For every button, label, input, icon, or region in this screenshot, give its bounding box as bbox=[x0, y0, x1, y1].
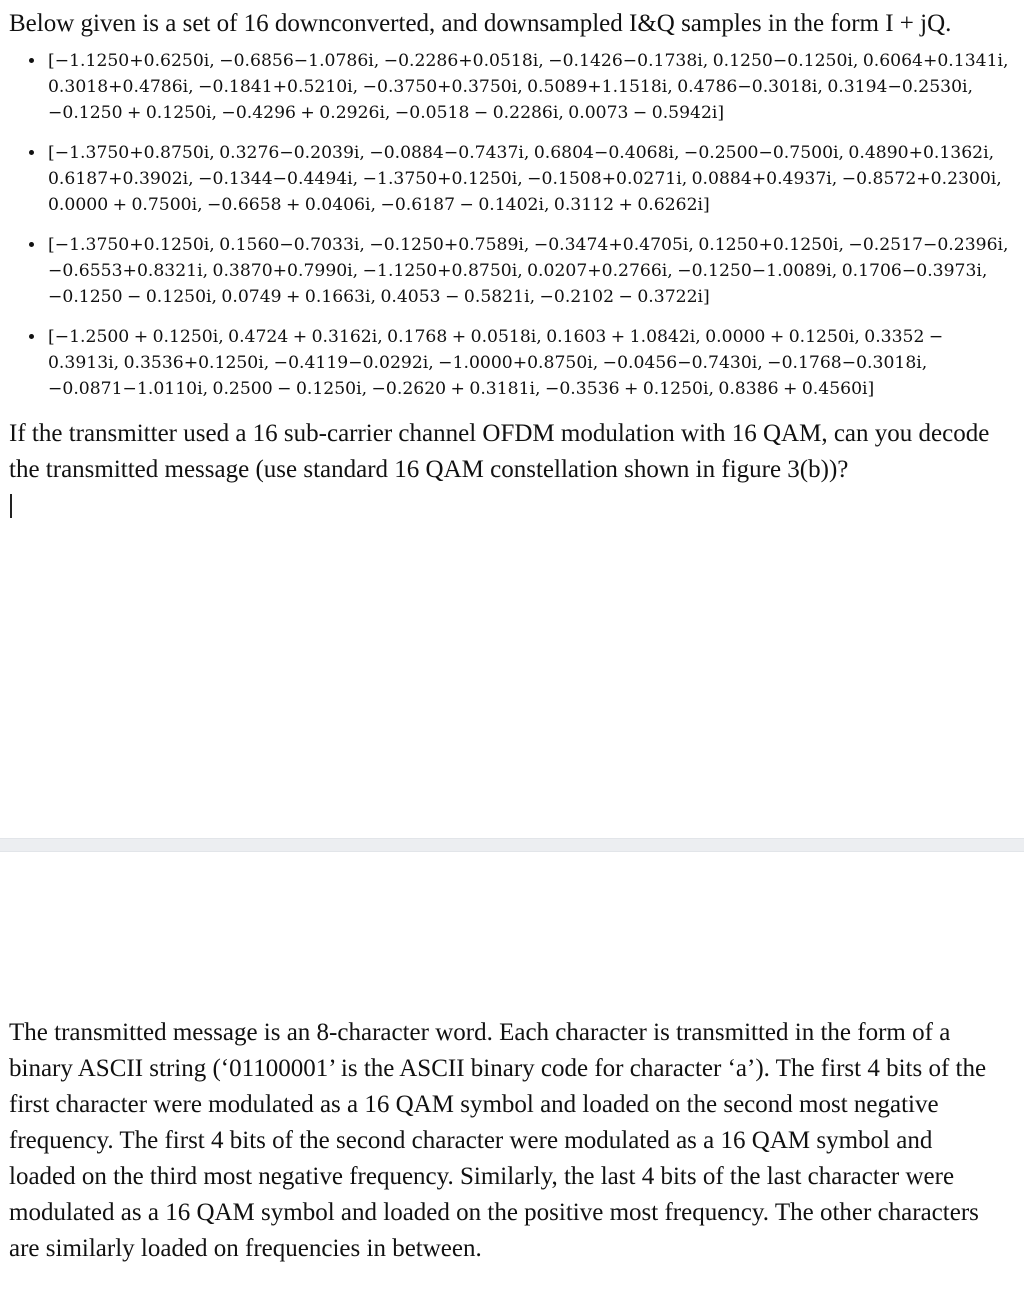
sample-set-1: • [−1.1250+0.6250i, −0.6856−1.0786i, −0.2286+0.0518i, −0.1426−0.1738i, 0.1250−0.1250i, 0.6064+0.1341i, 0.3018+0.4786i, −0.1841+0.5210i, −0.3750+0.3750i, 0.5089+1.1518i, 0.4786−0.3018i, 0.3194−0.2530i, −0.1250 + 0.1250i, −0.4296 + 0.2926i, −0.0518 − 0.2286i, 0.0073 − 0.5942i] bbox=[46, 48, 1009, 126]
sample-set-list bbox=[9, 48, 1009, 402]
question-prompt: If the transmitter used a 16 sub-carrier channel OFDM modulation with 16 QAM, can you decode the transmitted message (use standard 16 QAM constellation shown in figure 3(b))? bbox=[9, 420, 990, 483]
sample-set-4: • [−1.2500 + 0.1250i, 0.4724 + 0.3162i, 0.1768 + 0.0518i, 0.1603 + 1.0842i, 0.0000 + 0.1250i, 0.3352 − 0.3913i, 0.3536+0.1250i, −0.4119−0.0292i, −1.0000+0.8750i, −0.0456−0.7430i, −0.1768−0.3018i, −0.0871−1.0110i, 0.2500 − 0.1250i, −0.2620 + 0.3181i, −0.3536 + 0.1250i, 0.8386 + 0.4560i] bbox=[46, 324, 1009, 402]
explanation-block bbox=[9, 1015, 999, 1267]
sample-set-3: • [−1.3750+0.1250i, 0.1560−0.7033i, −0.1250+0.7589i, −0.3474+0.4705i, 0.1250+0.1250i, −0.2517−0.2396i, −0.6553+0.8321i, 0.3870+0.7990i, −1.1250+0.8750i, 0.0207+0.2766i, −0.1250−1.0089i, 0.1706−0.3973i, −0.1250 − 0.1250i, 0.0749 + 0.1663i, 0.4053 − 0.5821i, −0.2102 − 0.3722i] bbox=[46, 232, 1009, 310]
question-block bbox=[9, 6, 1009, 518]
sample-set-2: • [−1.3750+0.8750i, 0.3276−0.2039i, −0.0884−0.7437i, 0.6804−0.4068i, −0.2500−0.7500i, 0.4890+0.1362i, 0.6187+0.3902i, −0.1344−0.4494i, −1.3750+0.1250i, −0.1508+0.0271i, 0.0884+0.4937i, −0.8572+0.2300i, 0.0000 + 0.7500i, −0.6658 + 0.0406i, −0.6187 − 0.1402i, 0.3112 + 0.6262i] bbox=[46, 140, 1009, 218]
question-intro: Below given is a set of 16 downconverted, and downsampled I&Q samples in the form I + jQ. bbox=[9, 10, 952, 37]
text-cursor[interactable] bbox=[10, 494, 12, 518]
section-divider bbox=[0, 838, 1024, 852]
explanation-text: The transmitted message is an 8-character word. Each character is transmitted in the form of a binary ASCII string (‘01100001’ is the ASCII binary code for character ‘a’). The first 4 bits of the first character were modulated as a 16 QAM symbol and loaded on the second most negative frequency. The first 4 bits of the second character were modulated as a 16 QAM symbol and loaded on the third most negative frequency. Similarly, the last 4 bits of the last character were modulated as a 16 QAM symbol and loaded on the positive most frequency. The other characters are similarly loaded on frequencies in between. bbox=[9, 1019, 987, 1262]
